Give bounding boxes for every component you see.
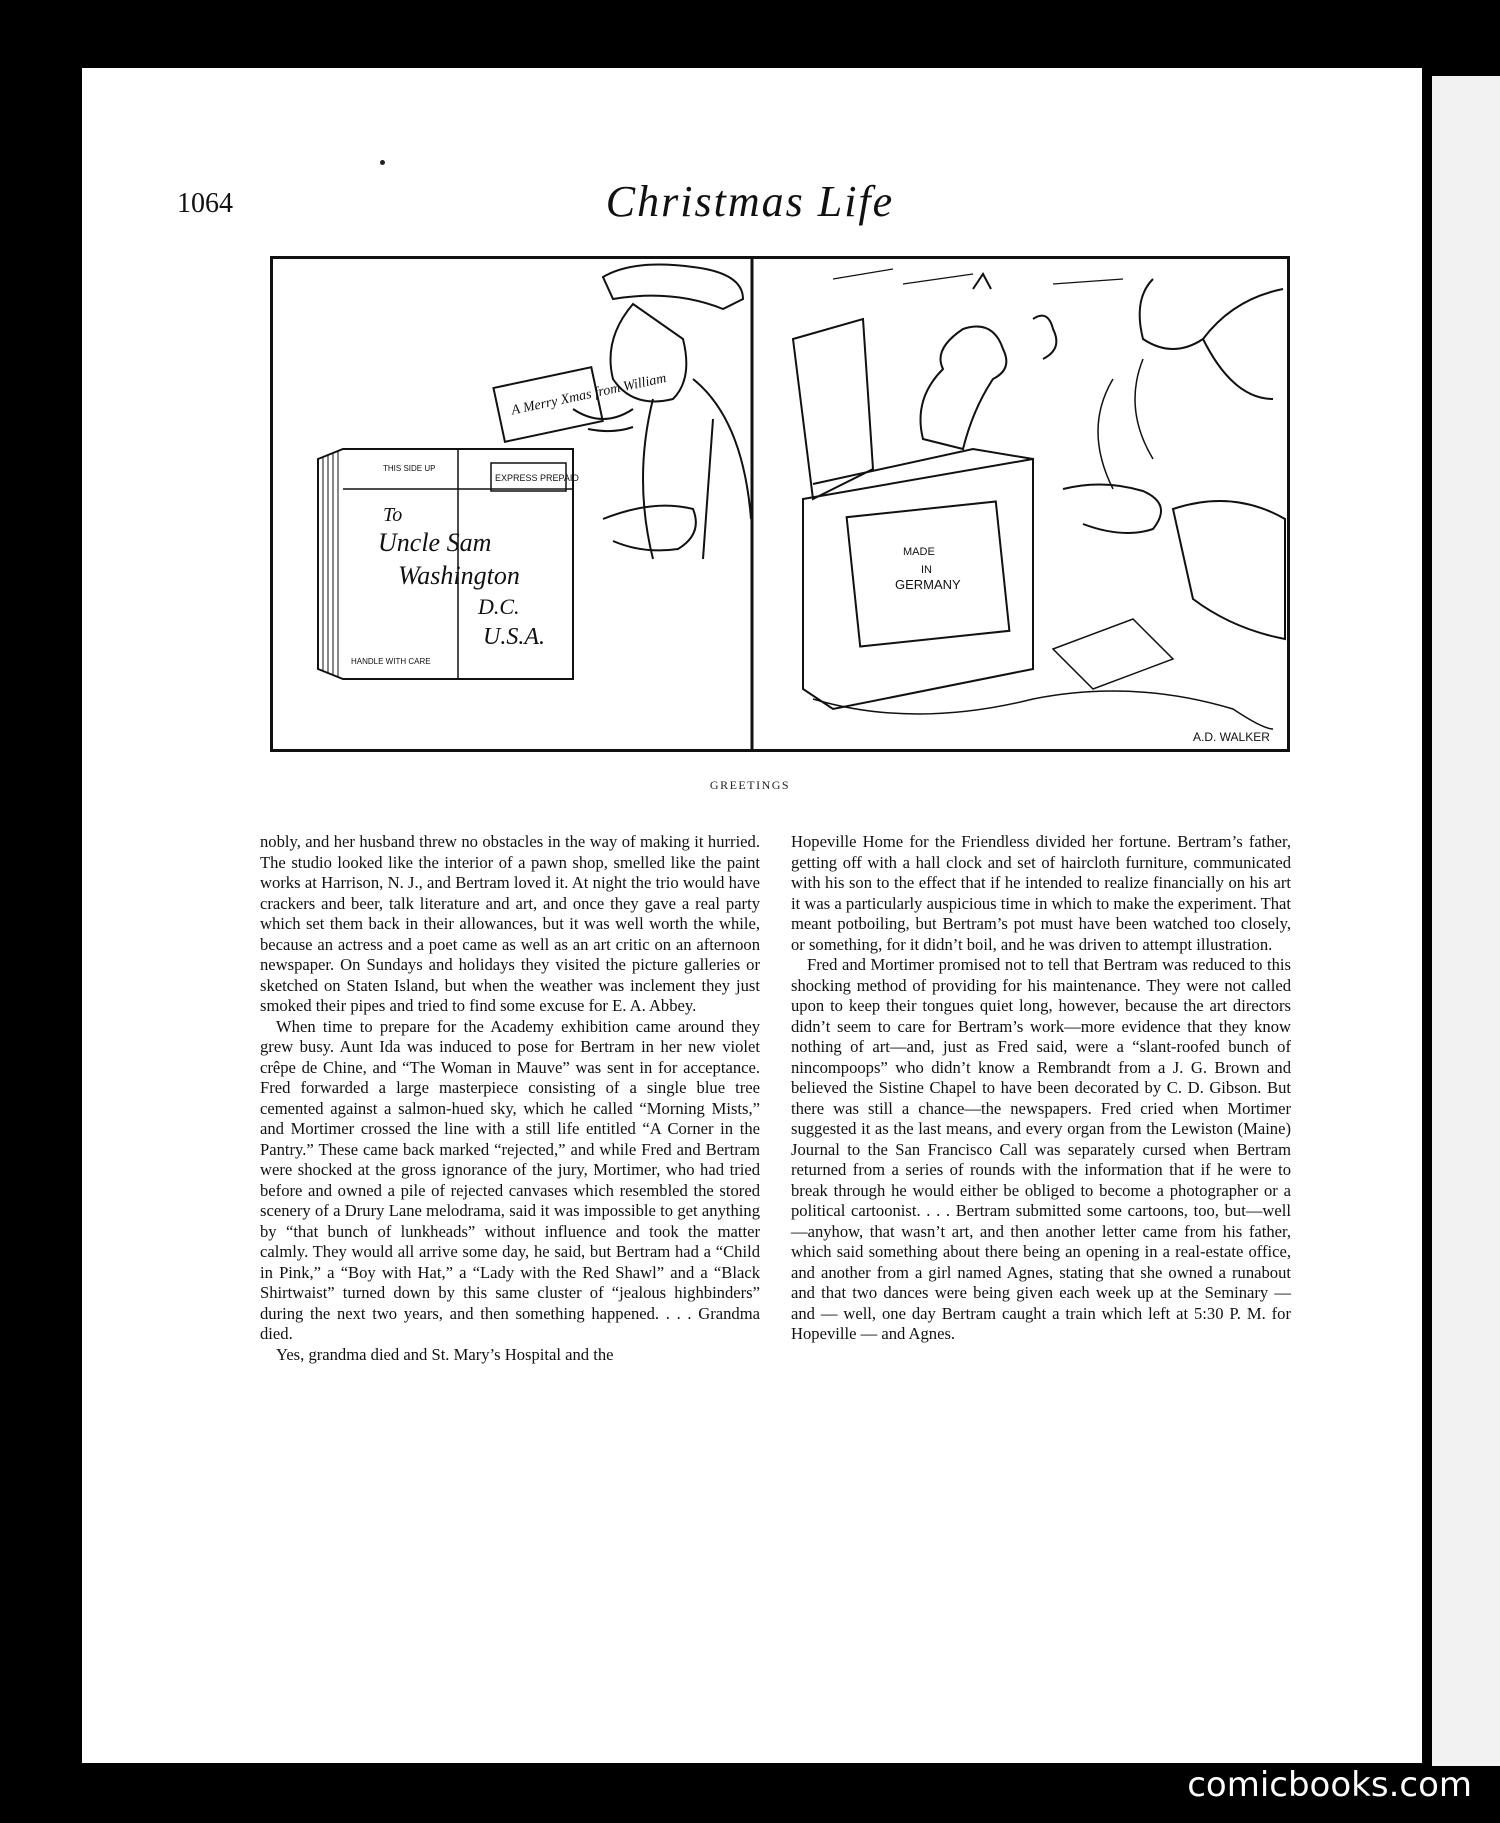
wrapping-paper [813,691,1273,729]
artist-signature: A.D. WALKER [1193,730,1270,744]
article-paragraph: Yes, grandma died and St. Mary’s Hospital and the [276,1344,614,1364]
discarded-tag [1053,619,1173,689]
cartoon-illustration [270,256,1290,752]
adjacent-page-edge [1432,76,1500,1766]
uncle-sam-hat [603,265,743,309]
spiked-helmet [973,274,991,289]
uncle-sam-coat [643,379,751,559]
motion-lines [1098,359,1153,489]
uncle-sam-profile [1140,279,1283,399]
article-right-column [791,832,1291,1345]
label-germany: GERMANY [895,577,961,592]
article-paragraph: Fred and Mortimer promised not to tell that Bertram was reduced to this shocking method of providing for his maintenance. They were not called upon to keep their tongues quiet long, however, because the art directors didn’t seem to care for Bertram’s work—more evidence that they know nothing of art—and, just as Fred said, were a “slant-roofed bunch of nincompoops” who didn’t know a Rembrandt from a J. G. Brown and believed the Sistine Chapel to have been decorated by C. D. Gibson. But there was still a chance—the newspapers. Fred cried when Mortimer suggested it as the last means, and every organ from the Lewiston (Maine) Journal to the San Francisco Call was separately cursed when Bertram returned from a series of rounds with the information that if he were to break through he would either be obliged to become a photographer or a political cartoonist. . . . Bertram submitted some cartoons, too, but—well—anyhow, that wasn’t art, and then another letter came from his father, which said something about there being an opening in a real-estate office, and another from a girl named Agnes, stating that she owned a runabout and that two dances were being given each week up at the Seminary — and — well, one day Bertram caught a train which left at 5:30 P. M. for Hopeville — and Agnes. [791,955,1291,1343]
greeting-tag-text: A Merry Xmas from William [510,371,668,419]
uncle-sam-reaching-hand [1063,484,1161,533]
label-in: IN [921,564,932,576]
article-paragraph: When time to prepare for the Academy exhibition came around they grew busy. Aunt Ida was induced to pose for Bertram in her new violet crêpe de Chine, and “The Woman in Mauve” was sent in for acceptance. Fred forwarded a large masterpiece consisting of a single blue tree cemented against a salmon-hued sky, which he called “Morning Mists,” and Mortimer crossed the line with a still life entitled “A Corner in the Pantry.” These came back marked “rejected,” and while Fred and Bertram were shocked at the gross ignorance of the jury, Mortimer, who had tried before and owned a pile of rejected canvases which resembled the stored scenery of a Drury Lane melodrama, said it was impossible to get anything by “that bunch of lunkheads” without influence and took the matter calmly. They would all arrive some day, he said, but Bertram had a “Child in Pink,” a “Boy with Hat,” a “Lady with the Red Shawl” and a “Black Shirtwaist” turned down by this same cluster of “jealous highbinders” during the next two years, and then something happened. . . . Grandma died. [260,1016,760,1343]
box-lid [793,319,873,499]
address-country: U.S.A. [483,624,545,650]
page-number: 1064 [177,188,233,219]
prepaid-stamp-text: EXPRESS PREPAID [495,473,579,483]
jack-in-the-box-figure [921,327,1007,450]
uncle-sam-sleeve [1173,501,1285,639]
box-top-label: THIS SIDE UP [383,464,436,473]
box-bottom-label: HANDLE WITH CARE [351,657,431,666]
cartoon-drawing [273,259,1287,749]
article-paragraph: nobly, and her husband threw no obstacles in the way of making it hurried. The studio looked like the interior of a pawn shop, smelled like the paint works at Harrison, N. J., and Bertram loved it. At night the trio would have crackers and beer, talk literature and art, and once they gave a real party which set them back in their allowances, but it was well worth the while, because an actress and a poet came as well as an art critic on an afternoon newspaper. On Sundays and holidays they visited the picture galleries or sketched on Staten Island, but when the weather was inclement they just smoked their pipes and tried to find some excuse for E. A. Abbey. [260,832,760,1015]
address-to: To [383,504,403,526]
article-paragraph: Hopeville Home for the Friendless divided her fortune. Bertram’s father, getting off with a hall clock and set of haircloth furniture, communicated with his son to the effect that if he intended to realize financially on his art it was a particularly auspicious time in which to make the experiment. That meant potboiling, but Bertram’s pot must have been watched too closely, or something, for it didn’t boil, and he was driven to attempt illustration. [791,832,1291,954]
address-city: Washington [398,561,520,590]
running-title: Christmas Life [605,177,895,226]
site-watermark: comicbooks.com [1187,1765,1472,1805]
address-district: D.C. [478,594,520,619]
article-left-column [260,832,760,1365]
label-made: MADE [903,546,935,558]
binding-hole [380,160,385,165]
raised-hand [1033,316,1056,359]
address-name: Uncle Sam [378,528,492,557]
cartoon-caption: GREETINGS [709,778,791,792]
